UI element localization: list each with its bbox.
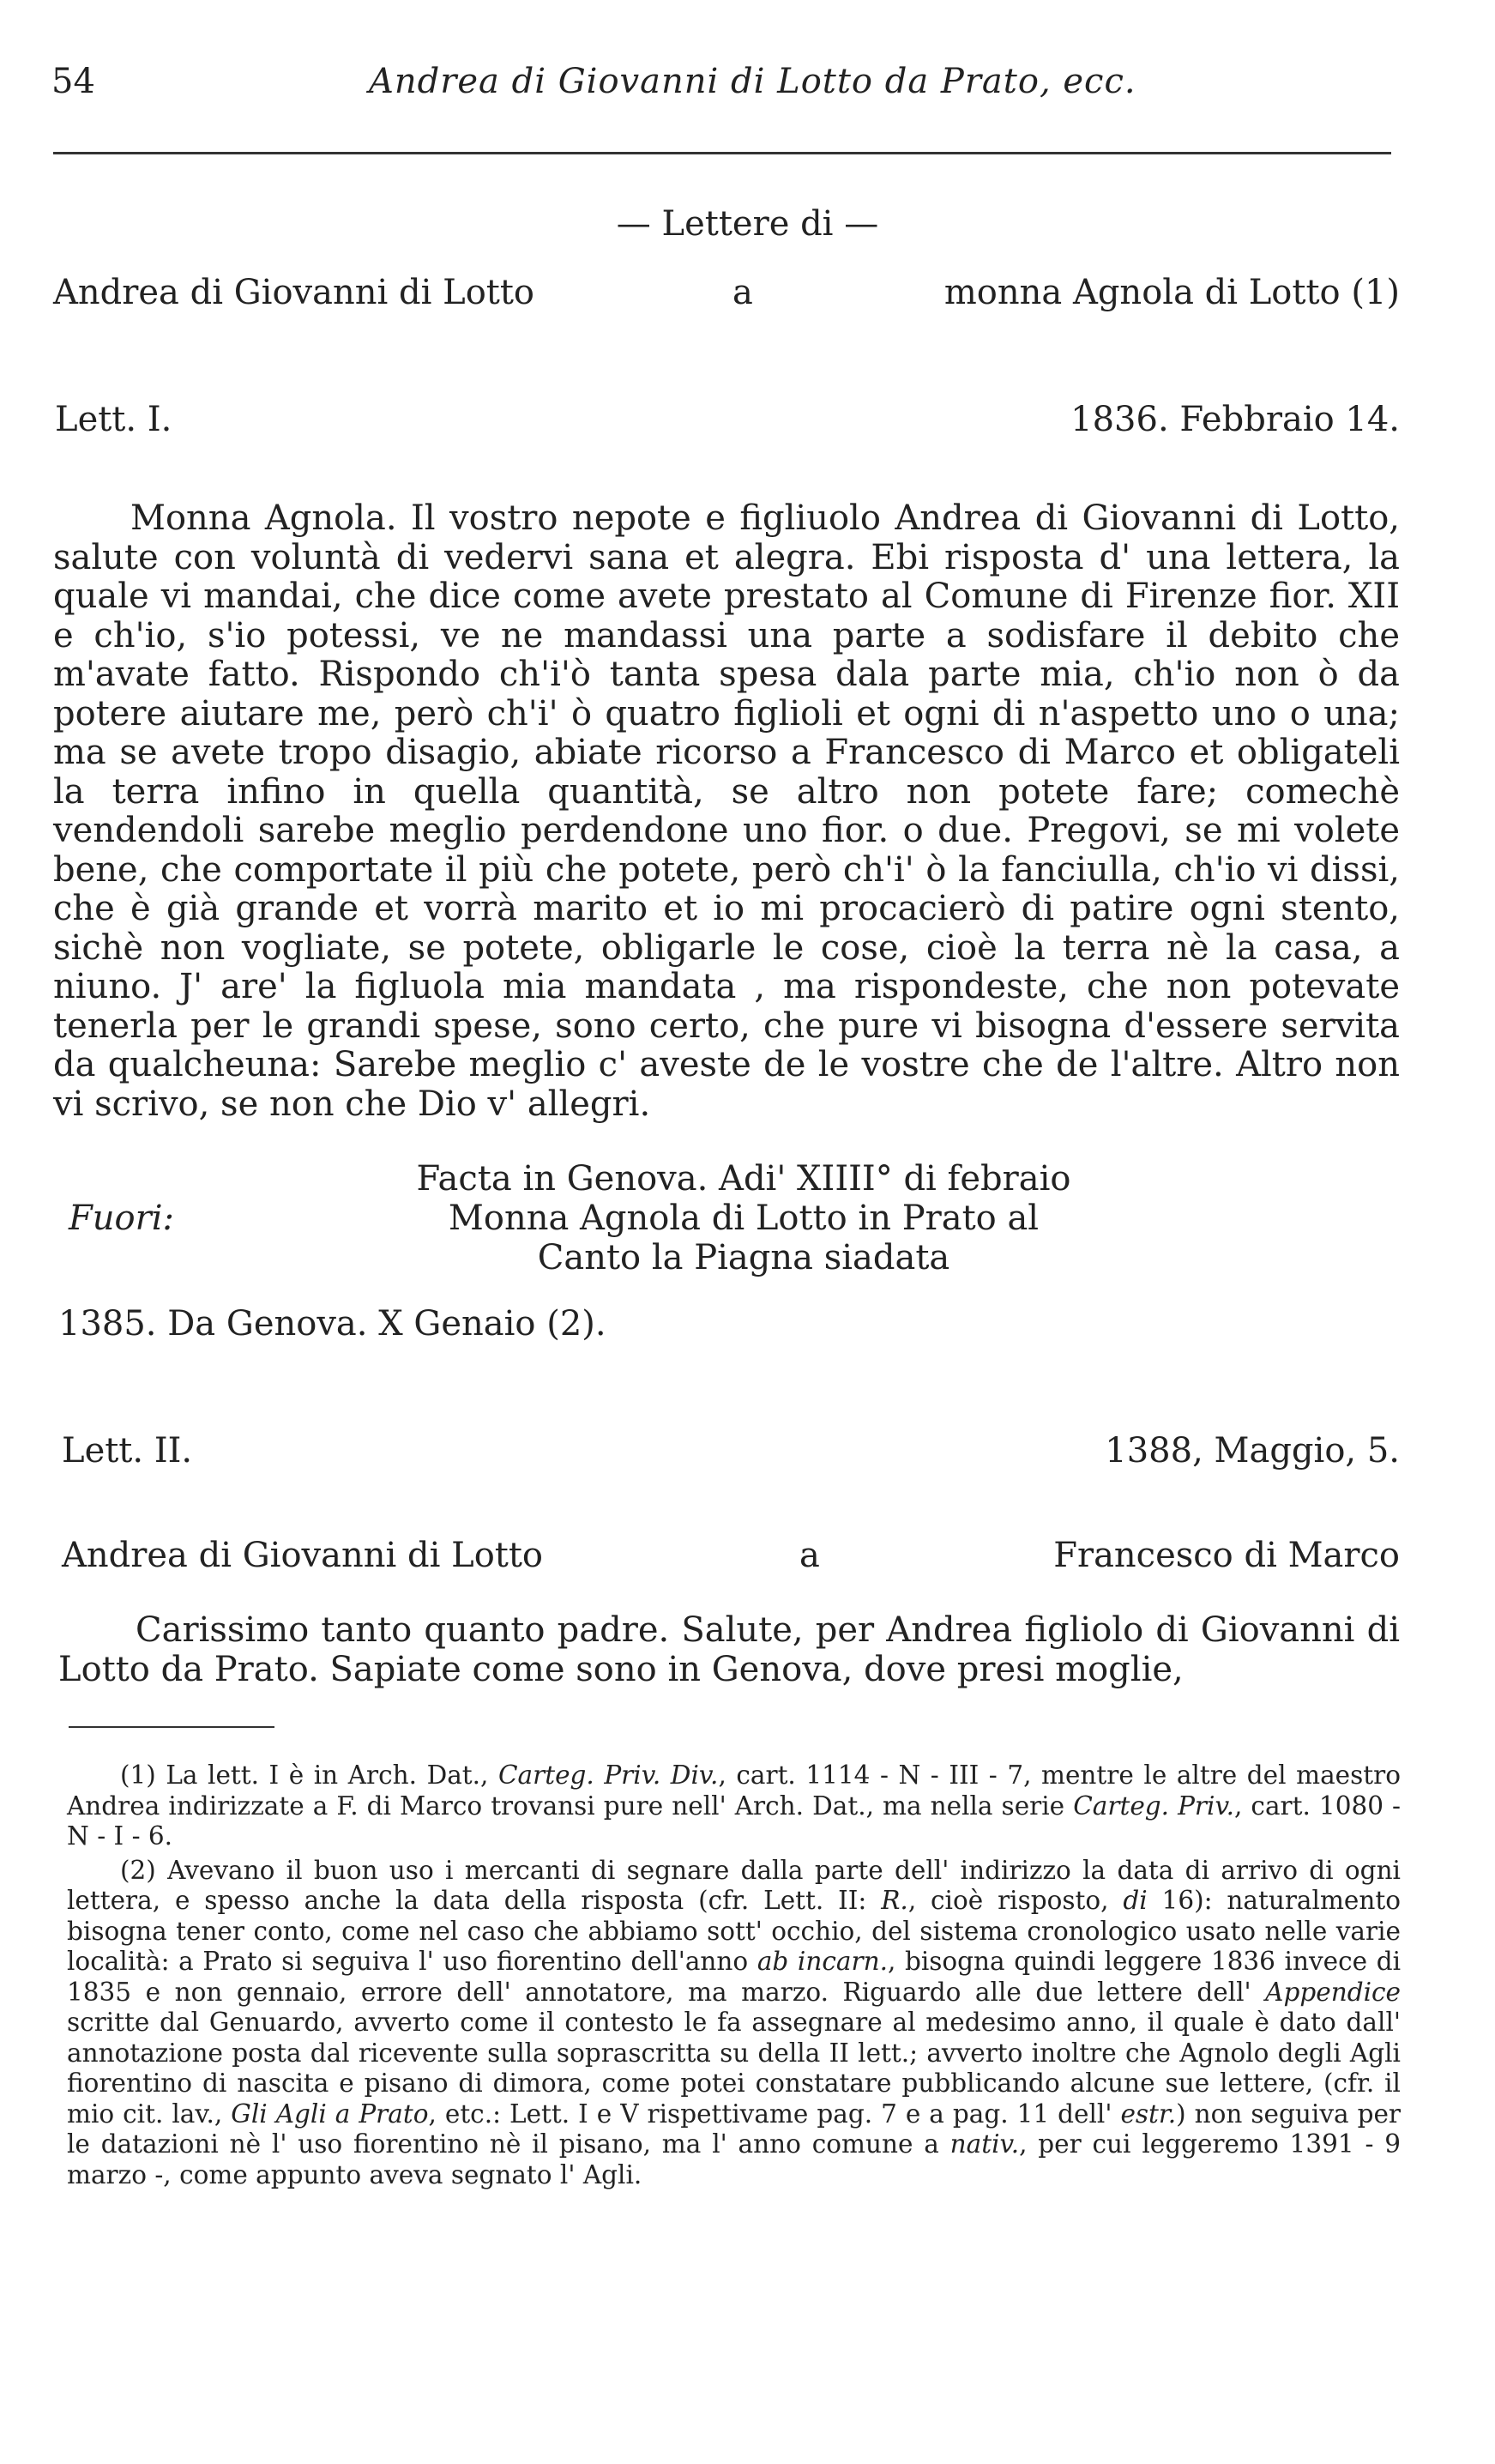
section-heading: — Lettere di — [616, 204, 879, 244]
running-title: Andrea di Giovanni di Lotto da Prato, ecc. [369, 62, 1136, 101]
page-number: 54 [51, 62, 95, 101]
letter2-recipient: Francesco di Marco [1053, 1536, 1400, 1575]
footnote-rule [69, 1726, 274, 1728]
letter1-body [53, 499, 1400, 1124]
letter2-sender: Andrea di Giovanni di Lotto [62, 1536, 544, 1575]
address-line-1: Monna Agnola di Lotto in Prato al [448, 1199, 1040, 1238]
footnote-1: (1) La lett. I è in Arch. Dat., Carteg. Priv. Div., cart. 1114 - N - III - 7, mentre le altre del maestro Andrea indirizzate a F. di Marco trovansi pure nell' Arch. Dat., ma nella serie Carteg. Priv., cart. 1080 - N - I - 6. [67, 1760, 1402, 1851]
letter2-heading [62, 1431, 1400, 1474]
letter2-paragraph: Carissimo tanto quanto padre. Salute, per Andrea figliolo di Giovanni di Lotto da Prato. Sapiate come sono in Genova, dove presi moglie, [58, 1610, 1400, 1689]
facta-line: Facta in Genova. Adi' XIIII° di febraio [416, 1159, 1071, 1199]
letter1-heading [53, 400, 1400, 443]
fuori-label: Fuori: [69, 1199, 174, 1238]
letter2-date: 1388, Maggio, 5. [1105, 1431, 1400, 1471]
letter2-parties [62, 1536, 1400, 1579]
footnotes [67, 1760, 1401, 2190]
address-line-2: Canto la Piagna siadata [537, 1238, 950, 1277]
letter1-date: 1836. Febbraio 14. [1070, 400, 1400, 439]
letter1-recipient: monna Agnola di Lotto (1) [943, 273, 1400, 312]
letter1-parties [53, 273, 1400, 316]
letter2-connector: a [799, 1536, 820, 1575]
letter1-connector: a [732, 273, 753, 312]
running-head [51, 62, 1390, 113]
letter2-label: Lett. II. [62, 1431, 193, 1471]
letter2-body [58, 1611, 1400, 1689]
letter1-sender: Andrea di Giovanni di Lotto [53, 273, 535, 312]
header-rule [53, 152, 1391, 154]
letter1-paragraph: Monna Agnola. Il vostro nepote e figliuolo Andrea di Giovanni di Lotto, salute con voluntà di vedervi sana et alegra. Ebi risposta d' una lettera, la quale vi mandai, che dice come avete prestato al Comune di Firenze fior. XII e ch'io, s'io potessi, ve ne mandassi una parte a sodisfare il debito che m'avate fatto. Rispondo ch'i'ò tanta spesa dala parte mia, ch'io non ò da potere aiutare me, però ch'i' ò quatro figlioli et ogni di n'aspetto uno o una; ma se avete tropo disagio, abiate ricorso a Francesco di Marco et obligateli la terra infino in quella quantità, se altro non potete fare; comechè vendendoli sarebe meglio perdendone uno fior. o due. Pregovi, se mi volete bene, che comportate il più che potete, però ch'i' ò la fanciulla, ch'io vi dissi, che è già grande et vorrà marito et io mi procacierò di patire ogni stento, sichè non vogliate, se potete, obligarle le cose, cioè la terra nè la casa, a niuno. J' are' la figluola mia mandata , ma rispondeste, che non potevate tenerla per le grandi spese, sono certo, che pure vi bisogna d'essere servita da qualcheuna: Sarebe meglio c' aveste de le vostre che de l'altre. Altro non vi scrivo, se non che Dio v' allegri. [53, 498, 1400, 1124]
receipt-line: 1385. Da Genova. X Genaio (2). [58, 1304, 606, 1344]
footnote-2: (2) Avevano il buon uso i mercanti di segnare dalla parte dell' indirizzo la data di arrivo di ogni lettera, e spesso anche la data della risposta (cfr. Lett. II: R., cioè risposto, di 16): naturalmento bisogna tener conto, come nel caso che abbiamo sott' occhio, del sistema cronologico usato nelle varie località: a Prato si seguiva l' uso fiorentino dell'anno ab incarn., bisogna quindi leggere 1836 invece di 1835 e non gennaio, errore dell' annotatore, ma marzo. Riguardo alle due lettere dell' Appendice scritte dal Genuardo, avverto come il contesto le fa assegnare al medesimo anno, il quale è dato dall' annotazione posta dal ricevente sulla soprascritta su della II lett.; avverto inoltre che Agnolo degli Agli fiorentino di nascita e pisano di dimora, come potei constatare pubblicando alcune sue lettere, (cfr. il mio cit. lav., Gli Agli a Prato, etc.: Lett. I e V rispettivame pag. 7 e a pag. 11 dell' estr.) non seguiva per le datazioni nè l' uso fiorentino nè il pisano, ma l' anno comune a nativ., per cui leggeremo 1391 - 9 marzo -, come appunto aveva segnato l' Agli. [67, 1855, 1402, 2189]
letter1-label: Lett. I. [55, 400, 172, 439]
